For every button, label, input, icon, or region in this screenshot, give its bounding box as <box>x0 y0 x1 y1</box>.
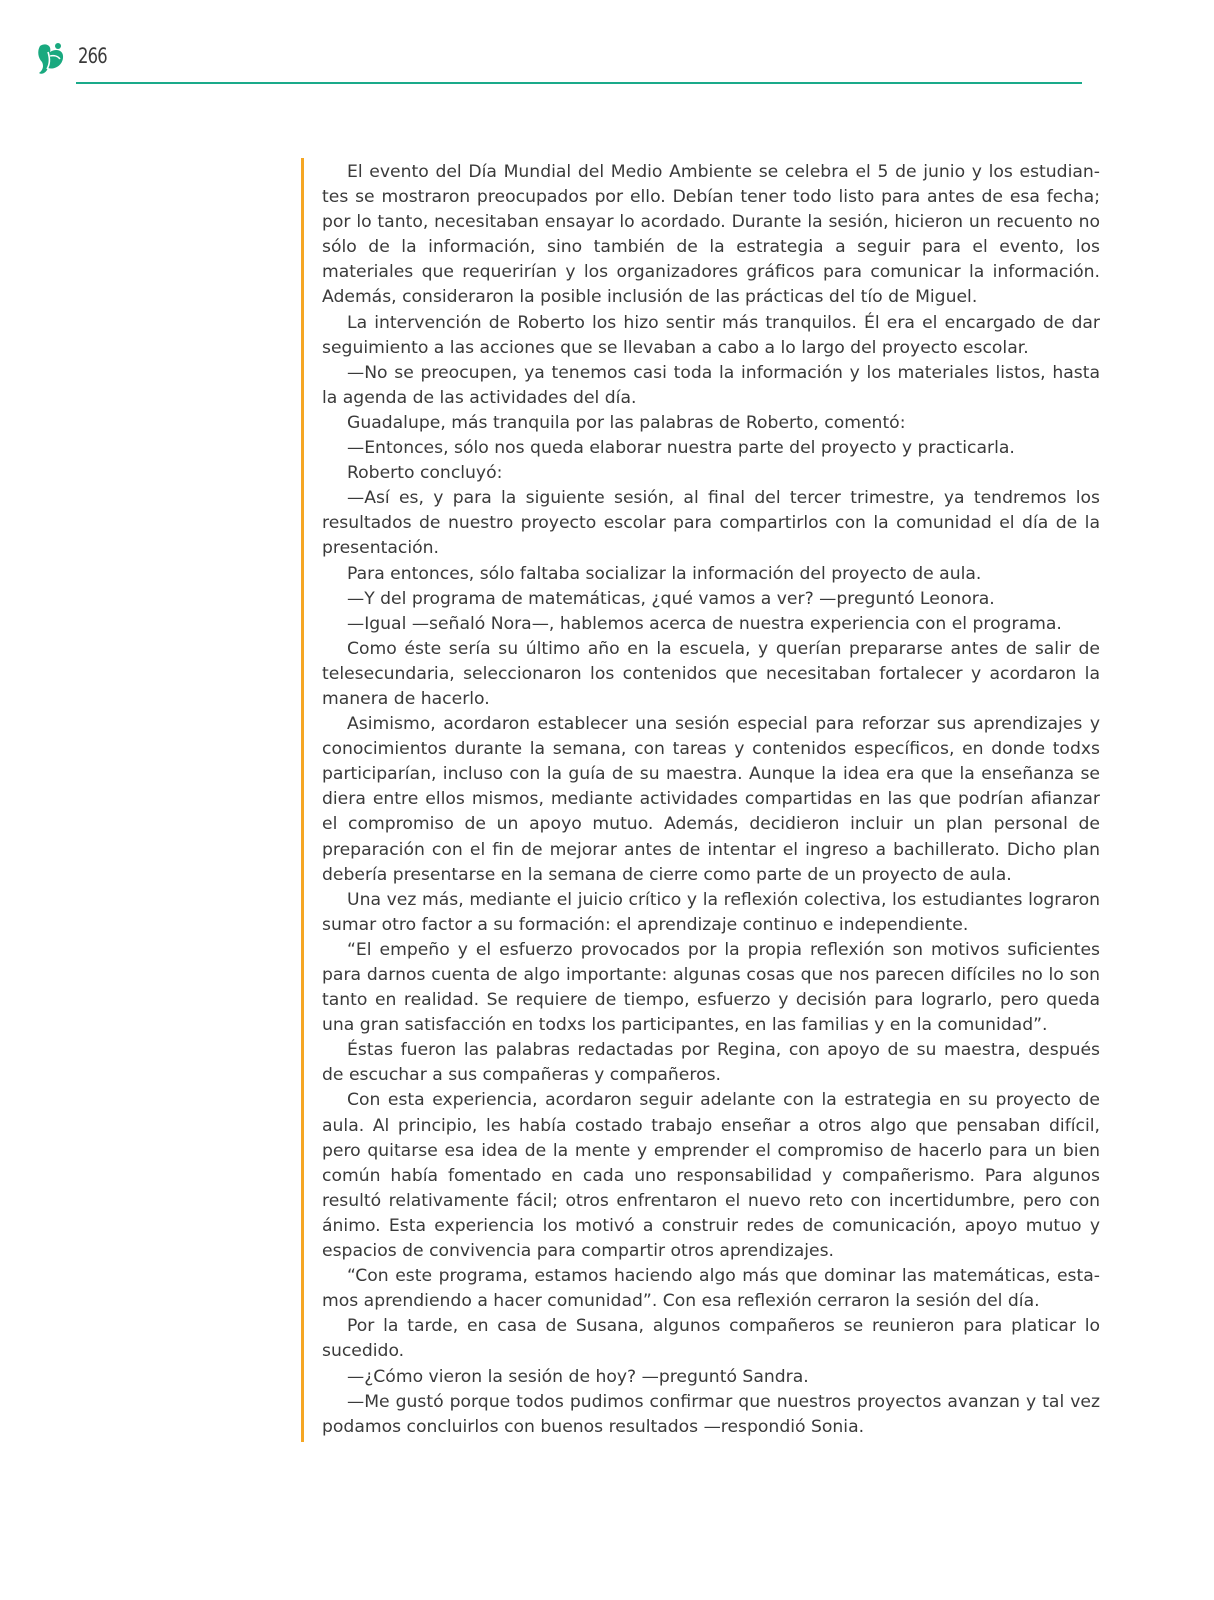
paragraph: “El empeño y el esfuerzo provocados por la propia reflexión son motivos suficientes para darnos cuenta de algo importante: algunas cosas que nos parecen difíciles no lo son tanto en realidad. Se requiere de tiempo, esfuerzo y decisión para lograrlo, pero queda una gran satisfacción en todxs los participantes, en las familias y en la comunidad”. <box>322 939 1100 1036</box>
margin-accent-bar <box>301 158 304 1442</box>
paragraph: —No se preocupen, ya tenemos casi toda la información y los materiales listos, hasta la agenda de las actividades del día. <box>322 362 1100 408</box>
paragraph: Asimismo, acordaron establecer una sesión especial para reforzar sus aprendizajes y conocimientos durante la semana, con tareas y contenidos específicos, en donde todxs participarían, incluso con la guía de su maestra. Aunque la idea era que la enseñanza se diera entre ellos mismos, mediante actividades compartidas en las que podrían afianzar el compromiso de un apoyo mutuo. Además, decidieron incluir un plan personal de preparación con el fin de mejorar antes de intentar el ingreso a bachillerato. Dicho plan debería presentarse en la semana de cierre como parte de un proyecto de aula. <box>322 714 1100 885</box>
paragraph: —Entonces, sólo nos queda elaborar nuestra parte del proyecto y practicarla. <box>347 438 1015 459</box>
paragraph: “Con este programa, estamos haciendo algo más que dominar las matemáticas, estamos aprendiendo a hacer comunidad”. Con esa reflexión cerraron la sesión del día. <box>322 1266 1100 1312</box>
header-divider <box>76 82 1082 84</box>
paragraph: —Y del programa de matemáticas, ¿qué vamos a ver? —preguntó Leonora. <box>347 588 995 609</box>
body-text <box>322 160 1100 1440</box>
paragraph: —¿Cómo vieron la sesión de hoy? —preguntó Sandra. <box>347 1366 809 1387</box>
page-header <box>36 40 1082 84</box>
paragraph: El evento del Día Mundial del Medio Ambiente se celebra el 5 de junio y los estudiantes se mostraron preocupados por ello. Debían tener todo listo para antes de esa fecha; por lo tanto, necesitaban ensayar lo acordado. Durante la sesión, hicieron un recuento no sólo de la información, sino también de la estrategia a seguir para el evento, los materiales que requerirían y los organizadores gráficos para comunicar la información. Además, consideraron la posible inclusión de las prácticas del tío de Miguel. <box>322 162 1100 308</box>
paragraph: Guadalupe, más tranquila por las palabras de Roberto, comentó: <box>347 412 906 433</box>
page-number: 266 <box>78 44 107 68</box>
paragraph: Por la tarde, en casa de Susana, algunos compañeros se reunieron para platicar lo sucedido. <box>322 1316 1100 1362</box>
green-leaf-logo-icon <box>36 40 68 76</box>
paragraph: —Igual —señaló Nora—, hablemos acerca de nuestra experiencia con el programa. <box>347 613 1062 634</box>
paragraph: Como éste sería su último año en la escuela, y querían prepararse antes de salir de telesecundaria, seleccionaron los contenidos que necesitaban fortalecer y acordaron la manera de hacerlo. <box>322 638 1100 709</box>
paragraph: Éstas fueron las palabras redactadas por Regina, con apoyo de su maestra, después de escuchar a sus compañeras y compañeros. <box>322 1040 1100 1086</box>
paragraph: Una vez más, mediante el juicio crítico y la reflexión colectiva, los estudiantes lograron sumar otro factor a su formación: el aprendizaje continuo e independiente. <box>322 889 1100 935</box>
paragraph: Roberto concluyó: <box>347 463 503 484</box>
paragraph: Para entonces, sólo faltaba socializar la información del proyecto de aula. <box>347 563 982 584</box>
paragraph: La intervención de Roberto los hizo sentir más tranquilos. Él era el encargado de dar seguimiento a las acciones que se llevaban a cabo a lo largo del proyecto escolar. <box>322 312 1100 358</box>
paragraph: —Así es, y para la siguiente sesión, al final del tercer trimestre, ya tendremos los resultados de nuestro proyecto escolar para compartirlos con la comunidad el día de la presentación. <box>322 488 1100 559</box>
paragraph: —Me gustó porque todos pudimos confirmar que nuestros proyectos avanzan y tal vez podamos concluirlos con buenos resultados —respondió Sonia. <box>322 1391 1100 1437</box>
paragraph: Con esta experiencia, acordaron seguir adelante con la estrategia en su proyecto de aula. Al principio, les había costado trabajo enseñar a otros algo que pensaban difícil, pero quitarse esa idea de la mente y emprender el compromiso de hacerlo para un bien común había fomentado en cada uno responsabilidad y compañerismo. Para algunos resultó relativamente fácil; otros enfrentaron el nuevo reto con incertidumbre, pero con ánimo. Esta experiencia los motivó a construir redes de comunicación, apoyo mutuo y espacios de convivencia para compartir otros aprendizajes. <box>322 1090 1100 1262</box>
